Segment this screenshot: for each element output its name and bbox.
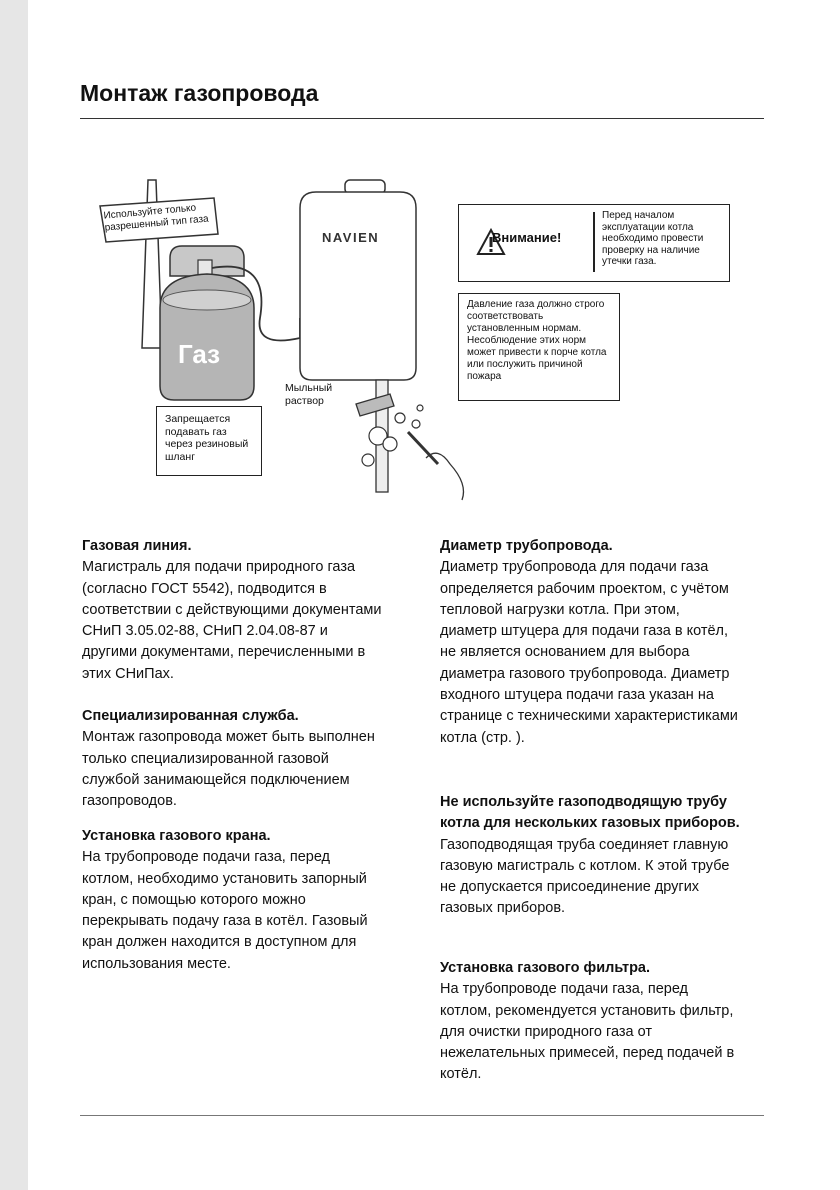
section-diameter (440, 536, 740, 749)
page-title: Монтаж газопровода (80, 80, 319, 106)
section-body: Диаметр трубопровода для подачи газа определяется рабочим проектом, с учётом тепловой нагрузки котла. При этом, диаметр штуцера для подачи газа в котёл, не является основанием для выбора диаметра газового трубопровода. Диаметр входного штуцера подачи газа указан на странице с техническими характеристиками котла (стр. ). (440, 559, 738, 746)
warning-title: Внимание! (492, 230, 562, 245)
hose-note: Запрещается подавать газ через резиновый шланг (156, 406, 262, 476)
title-divider (80, 118, 764, 119)
section-title: Газовая линия. (82, 538, 192, 554)
section-body: Магистраль для подачи природного газа (согласно ГОСТ 5542), подводится в соответствии с действующими документами СНиП 3.05.02-88, СНиП 2.04.08-87 и другими документами, перечисленными в этих СНиПах. (82, 559, 382, 682)
page-margin-strip (0, 0, 28, 1190)
hand (426, 453, 464, 500)
cylinder-label: Газ (178, 339, 221, 369)
section-body: На трубопроводе подачи газа, перед котлом, необходимо установить запорный кран, с помощью которого можно перекрывать подачу газа в котёл. Газовый кран должен находится в доступном для использования месте. (82, 849, 368, 972)
section-title: Специализированная служба. (82, 708, 299, 724)
section-service (82, 706, 382, 812)
pressure-note: Давление газа должно строго соответствовать установленным нормам. Несоблюдение этих норм может привести к порче котла или послужить причиной пожара (458, 293, 620, 401)
section-title: Не используйте газоподводящую трубу котла для нескольких газовых приборов. (440, 794, 740, 832)
section-body: Монтаж газопровода может быть выполнен только специализированной газовой службой занимающейся подключением газопроводов. (82, 729, 375, 810)
boiler-brand: NAVIEN (322, 230, 380, 245)
sign-text: Используйте только разрешенный тип газа (103, 202, 210, 234)
soap-label: Мыльный раствор (285, 382, 333, 407)
section-title: Установка газового фильтра. (440, 960, 651, 976)
section-title: Установка газового крана. (82, 828, 271, 844)
section-valve (82, 826, 382, 975)
section-gas-line (82, 536, 382, 685)
boiler-body (300, 192, 416, 380)
footer-divider (80, 1115, 764, 1116)
section-no-shared (440, 792, 740, 920)
warning-text: Перед началом эксплуатации котла необходимо провести проверку на наличие утечки газа. (602, 210, 704, 267)
brush (408, 432, 438, 464)
section-filter (440, 958, 740, 1086)
warning-separator (593, 212, 595, 272)
section-body: На трубопроводе подачи газа, перед котлом, рекомендуется установить фильтр, для очистки природного газа от нежелательных примесей, перед подачей в котёл. (440, 981, 735, 1083)
installation-illustration (90, 168, 770, 520)
section-body: Газоподводящая труба соединяет главную газовую магистраль с котлом. К этой трубе не допускается присоединение других газовых приборов. (440, 836, 730, 917)
section-title: Диаметр трубопровода. (440, 538, 613, 554)
